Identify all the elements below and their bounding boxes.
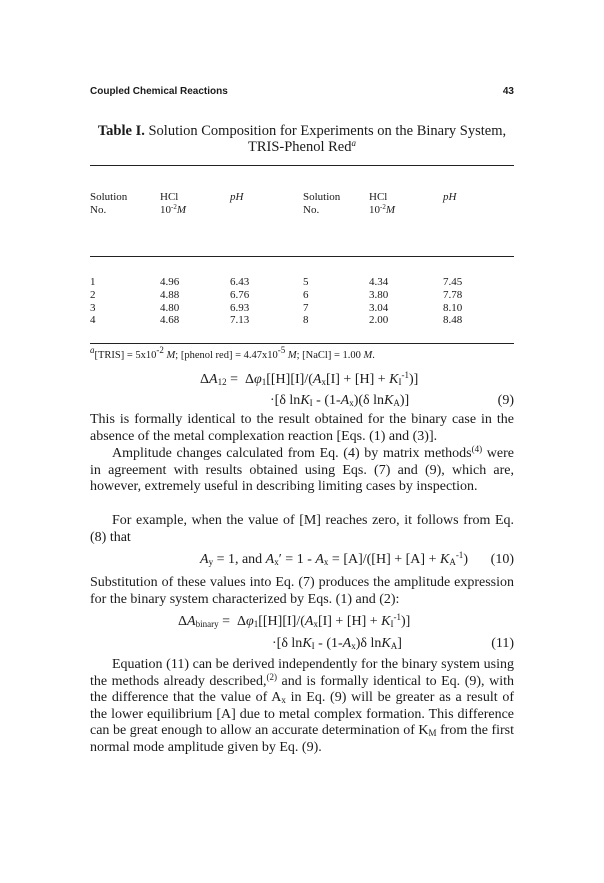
table-cell: 1 — [90, 276, 96, 288]
header-hcl-1: HCl $10^{-2}M$ — [160, 191, 187, 216]
header-hcl-2: HCl $10^{-2}M$ — [369, 191, 396, 216]
header-ph-1: pH — [230, 191, 244, 203]
equation-10-number: (10) — [490, 552, 514, 567]
table-caption-line2: TRIS-Phenol Red — [247, 139, 352, 155]
table-cell: 8 — [303, 314, 309, 326]
table-cell: 6.76 — [230, 289, 250, 301]
table-cell: 7.45 — [443, 276, 463, 288]
table-cell: 2 — [90, 289, 96, 301]
table-cell: 5 — [303, 276, 309, 288]
paragraph-3: For example, when the value of [M] reaches zero, it follows from Eq. (8) that — [90, 513, 514, 545]
table-cell: 2.00 — [369, 314, 389, 326]
table-cell: 4.80 — [160, 302, 180, 314]
header-no-2: No. — [303, 204, 320, 216]
header-solution-2: Solution No. — [303, 191, 341, 216]
running-head-title: Coupled Chemical Reactions — [90, 86, 228, 97]
header-no-1: No. — [90, 204, 107, 216]
table-cell: 3.80 — [369, 289, 389, 301]
paragraph-4: Substitution of these values into Eq. (7) produces the amplitude expression for the binary system characterized by Eqs. (1) and (2): — [90, 575, 514, 607]
header-ph-2: pH — [443, 191, 457, 203]
table-cell: 7 — [303, 302, 309, 314]
equation-11-number: (11) — [491, 636, 514, 651]
header-hcl-unit-2: $10^{-2}M$ — [369, 203, 396, 216]
table-cell: 4.96 — [160, 276, 180, 288]
header-hcl-unit-1: $10^{-2}M$ — [160, 203, 187, 216]
equation-9-line1: $\Delta A_{12} = \Delta\varphi_1[[H][I]/(A_x[I] + [H] + K_I^{-1})]$ — [200, 370, 419, 387]
table-cell: 6 — [303, 289, 309, 301]
equation-11-line1: $\Delta A_{binary} = \Delta\varphi_1[[H][I]/(A_x[I] + [H] + K_I^{-1})]$ — [178, 612, 411, 629]
equation-11-line2: ·[δ $\ln K_I - (1-A_x)\delta$ lnK$_A$] — [272, 636, 402, 651]
equation-9-line2: ·[δ $\ln K_I - (1-A_x)(\delta$ lnK$_A$)] — [270, 393, 410, 408]
page-number: 43 — [502, 86, 514, 97]
equation-10: $A_y = 1$, and $A_x' = 1 - A_x = [A]/([H] + [A] + K_A^{-1})$ — [200, 550, 468, 567]
paragraph-2: Amplitude changes calculated from Eq. (4) by matrix methods$^{(4)}$ were in agreement with results obtained using Eqs. (7) and (9), which are, however, extremely useful in describing limiting cases by inspection. — [90, 444, 514, 495]
table-caption-line1: Solution Composition for Experiments on the Binary System, — [148, 123, 507, 139]
table-cell: 4.88 — [160, 289, 180, 301]
table-caption — [90, 123, 514, 155]
table-cell: 4.68 — [160, 314, 180, 326]
table-cell: 6.93 — [230, 302, 250, 314]
equation-9-number: (9) — [497, 393, 514, 408]
table-cell: 8.48 — [443, 314, 463, 326]
table-bottom-rule — [90, 343, 514, 344]
table-cell: 6.43 — [230, 276, 250, 288]
table-cell: 7.13 — [230, 314, 250, 326]
table-top-rule — [90, 165, 514, 166]
table-header-rule — [90, 256, 514, 257]
table-caption-note-mark: a — [351, 138, 356, 148]
table-cell: 4 — [90, 314, 96, 326]
table-cell: 4.34 — [369, 276, 389, 288]
header-solution-1: Solution No. — [90, 191, 128, 216]
table-cell: 3.04 — [369, 302, 389, 314]
running-head — [90, 86, 514, 100]
paragraph-5: Equation (11) can be derived independently for the binary system using the methods already described,$^{(2)}$ and is formally identical to Eq. (9), with the difference that the value of $A_x$ in Eq. (9) will be greater as a result of the lower equilibrium [A] due to metal complex formation. This difference can be great enough to allow an accurate determination of $K_M$ from the first normal mode amplitude given by Eq. (9). — [90, 657, 514, 755]
table-cell: 8.10 — [443, 302, 463, 314]
table-cell: 3 — [90, 302, 96, 314]
table-label: Table I. — [97, 123, 145, 139]
paragraph-1: This is formally identical to the result obtained for the binary case in the absence of the metal complexation reaction [Eqs. (1) and (3)]. — [90, 412, 514, 444]
table-footnote: $^a$[TRIS] = $5x10^{-2}$ M; [phenol $red] = 4.47x10^{-5}$ M; [NaCl] = 1.00 M. — [90, 345, 375, 361]
table-cell: 7.78 — [443, 289, 463, 301]
